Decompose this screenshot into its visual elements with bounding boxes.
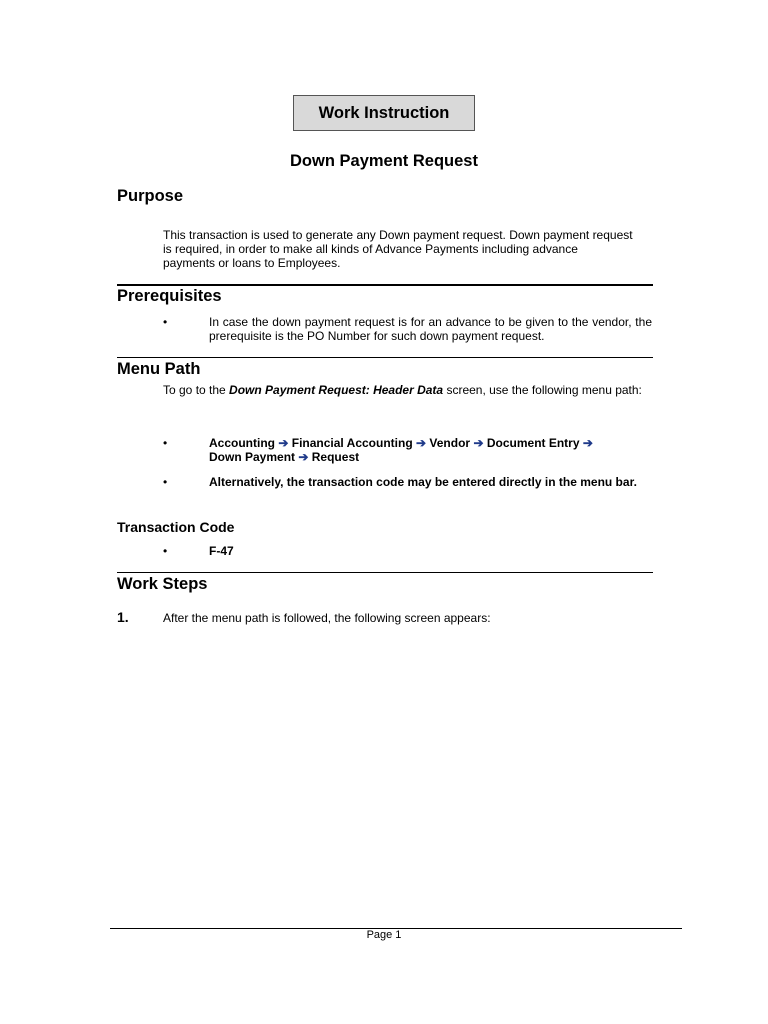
menu-path-heading: Menu Path [117,360,201,378]
menu-path-item: Vendor [429,436,471,450]
step-number: 1. [117,609,129,625]
transaction-code-bullet: • [163,544,168,558]
alternative-text: Alternatively, the transaction code may be entered directly in the menu bar. [209,475,637,489]
purpose-text: This transaction is used to generate any Down payment request. Down payment request is required, in order to make all kinds of Advance Payments including advance payments or loans to Employees. [163,228,633,270]
section-divider [117,357,653,358]
purpose-heading: Purpose [117,187,184,205]
menu-path-item: Request [311,450,360,464]
work-instruction-label: Work Instruction [318,103,450,122]
prerequisites-heading: Prerequisites [117,287,222,305]
menu-path-sequence [209,436,649,464]
menu-path-bullet: • [163,436,168,450]
menu-path-item: Financial Accounting [291,436,413,450]
menu-path-item: Down Payment [209,450,296,464]
menu-path-intro-before: To go to the [163,383,230,397]
menu-path-screen-name: Down Payment Request: Header Data [229,383,444,397]
arrow-right-icon: ➔ [298,450,309,464]
section-divider [117,284,653,286]
work-instruction-box [293,95,475,131]
page-number: Page 1 [366,929,402,941]
menu-path-intro [163,383,653,397]
section-divider [117,572,653,573]
arrow-right-icon: ➔ [416,436,427,450]
arrow-right-icon: ➔ [473,436,484,450]
menu-path-intro-after: screen, use the following menu path: [443,383,642,397]
prerequisites-text: In case the down payment request is for an advance to be given to the vendor, the prerequisite is the PO Number for such down payment request. [209,315,652,343]
alternative-bullet: • [163,475,168,489]
document-title: Down Payment Request [290,152,478,170]
arrow-right-icon: ➔ [278,436,289,450]
arrow-right-icon: ➔ [582,436,593,450]
work-steps-heading: Work Steps [117,575,208,593]
transaction-code-value: F-47 [209,544,234,558]
step-text: After the menu path is followed, the following screen appears: [163,611,491,625]
menu-path-item: Accounting [209,436,275,450]
prerequisites-bullet: • [163,315,168,329]
transaction-code-heading: Transaction Code [117,519,235,535]
menu-path-item: Document Entry [486,436,580,450]
